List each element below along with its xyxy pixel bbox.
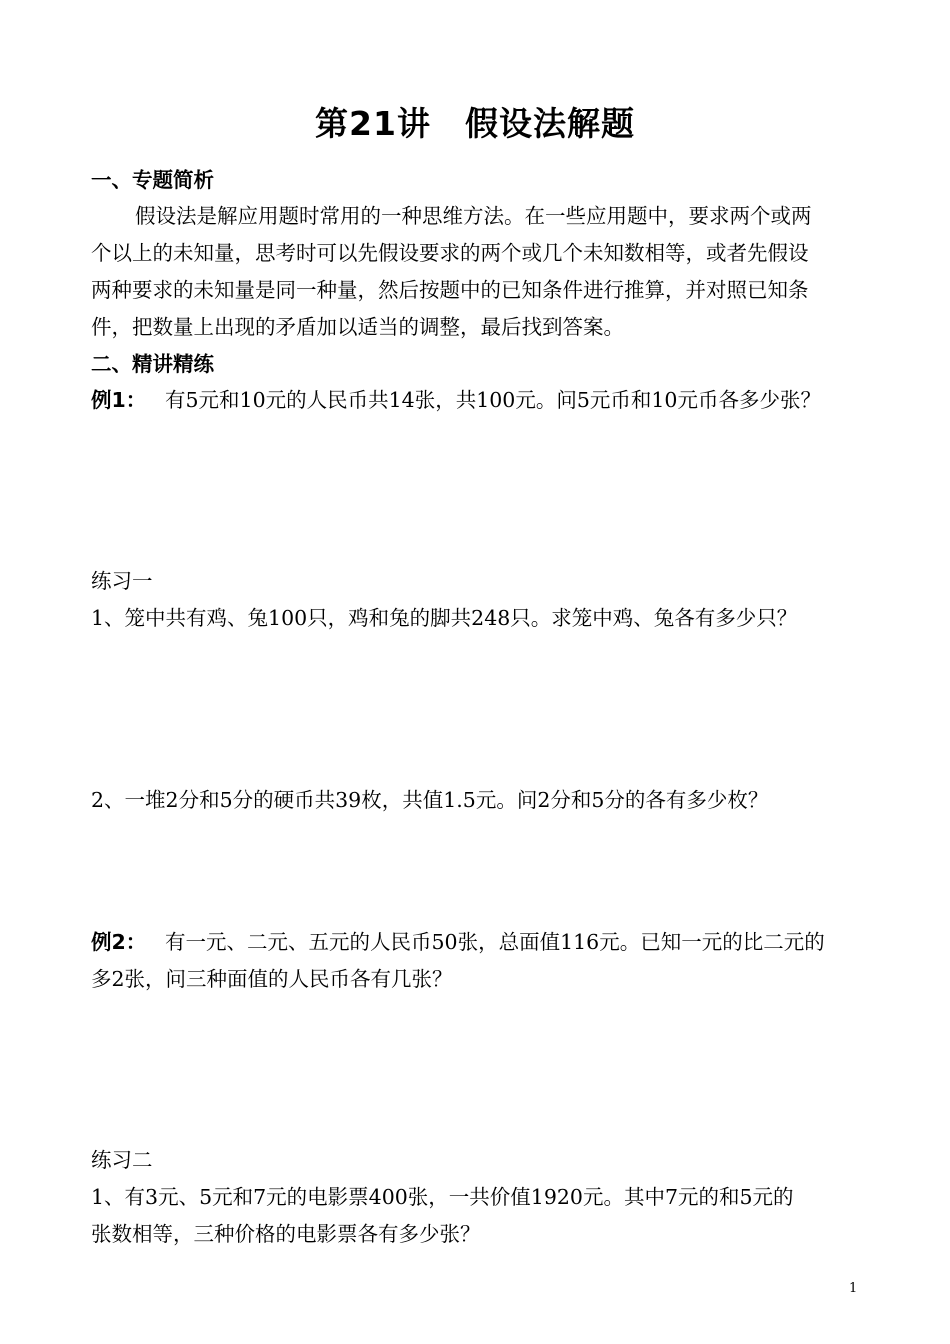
paragraph-line-1: 假设法是解应用题时常用的一种思维方法。在一些应用题中，要求两个或两 [135,204,812,228]
practice-2-heading: 练习二 [91,1148,153,1172]
paragraph-line-4: 件，把数量上出现的矛盾加以适当的调整，最后找到答案。 [91,315,624,339]
example-1 [91,385,821,415]
paragraph-line-3: 两种要求的未知量是同一种量，然后按题中的已知条件进行推算，并对照已知条 [91,278,809,302]
practice-2-question-1-line-2: 张数相等，三种价格的电影票各有多少张？ [91,1222,481,1246]
example-2-text-line-2: 多2张，问三种面值的人民币各有几张？ [91,967,453,991]
section-heading-analysis: 一、专题简析 [91,168,214,192]
example-1-label: 例1： [91,388,147,412]
practice-1-question-2: 2、一堆2分和5分的硬币共39枚，共值1.5元。问2分和5分的各有多少枚？ [91,788,769,812]
paragraph-line-2: 个以上的未知量，思考时可以先假设要求的两个或几个未知数相等，或者先假设 [91,241,809,265]
page-number: 1 [849,1281,858,1296]
example-2-label: 例2： [91,930,147,954]
practice-1-question-1: 1、笼中共有鸡、兔100只，鸡和兔的脚共248只。求笼中鸡、兔各有多少只？ [91,606,798,630]
practice-1-heading: 练习一 [91,569,153,593]
example-2-text-line-1: 有一元、二元、五元的人民币50张，总面值116元。已知一元的比二元的 [165,930,825,954]
page-title: 第21讲 假设法解题 [315,104,635,143]
example-1-text: 有5元和10元的人民币共14张，共100元。问5元币和10元币各多少张？ [165,388,821,412]
practice-2-question-1-line-1: 1、有3元、5元和7元的电影票400张，一共价值1920元。其中7元的和5元的 [91,1185,794,1209]
example-2 [91,927,825,957]
section-heading-practice: 二、精讲精练 [91,352,214,376]
